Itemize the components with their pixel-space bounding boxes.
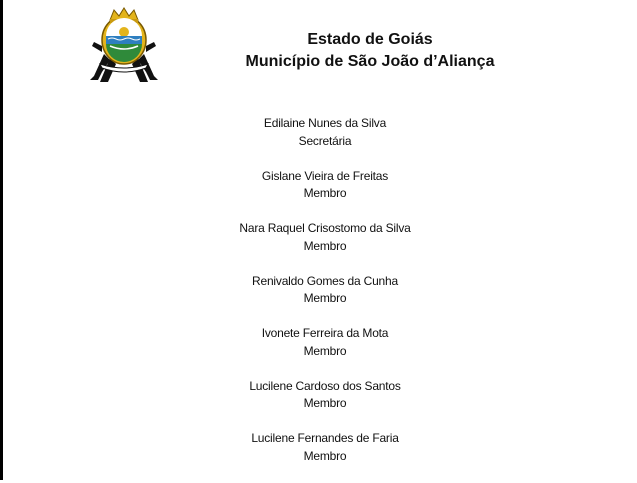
signatory-name: Edilaine Nunes da Silva	[263, 116, 387, 130]
signatory-block	[180, 325, 470, 378]
signatory-block	[180, 115, 470, 168]
signatory-role: Membro	[303, 396, 347, 410]
signatory-name: Renivaldo Gomes da Cunha	[252, 273, 398, 288]
signatory-role: Membro	[303, 238, 347, 253]
signatory-block	[180, 378, 470, 431]
page-edge-border	[0, 0, 3, 480]
municipality-title: Município de São João d’Aliança	[245, 53, 495, 70]
signatory-name: Gislane Vieira de Freitas	[261, 168, 389, 183]
signatory-role: Membro	[303, 186, 347, 200]
state-title: Estado de Goiás	[307, 31, 433, 48]
signatory-role: Secretária	[298, 133, 352, 148]
signatory-name: Nara Raquel Crisostomo da Silva	[239, 221, 411, 235]
signatory-role: Membro	[303, 448, 347, 463]
signatory-block	[180, 220, 470, 273]
signatory-list	[180, 115, 470, 483]
coat-of-arms-icon	[86, 6, 162, 86]
signatory-block	[180, 430, 470, 483]
signatory-block	[180, 273, 470, 326]
signatory-block	[180, 168, 470, 221]
signatory-role: Membro	[303, 291, 347, 305]
signatory-role: Membro	[303, 343, 347, 358]
signatory-name: Ivonete Ferreira da Mota	[261, 326, 389, 340]
signatory-name: Lucilene Fernandes de Faria	[251, 431, 399, 445]
document-header	[200, 29, 540, 73]
signatory-name: Lucilene Cardoso dos Santos	[249, 378, 401, 393]
